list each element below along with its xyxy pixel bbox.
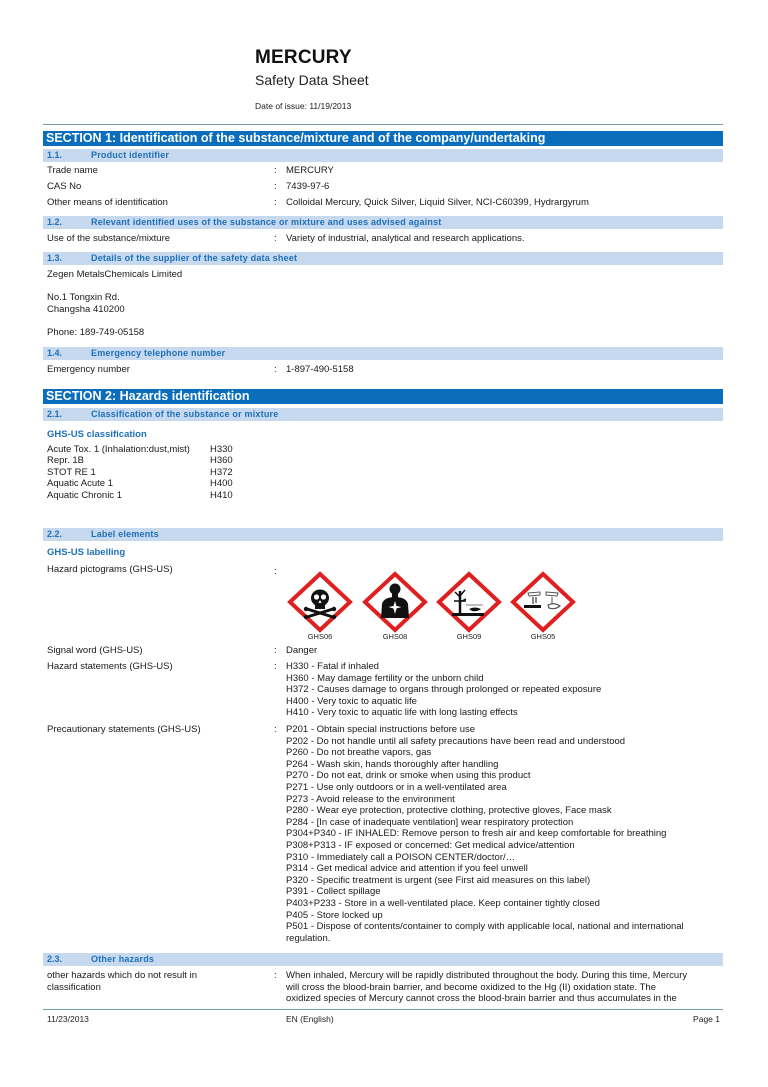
colon: :	[274, 724, 277, 735]
subsection-number: 2.1.	[47, 409, 63, 419]
corrosion-icon	[510, 571, 576, 633]
trade-name-value: MERCURY	[286, 165, 334, 176]
classification-code: H400	[210, 478, 233, 489]
classification-name: Acute Tox. 1 (Inhalation:dust,mist)	[47, 444, 190, 455]
other-hazards-text	[286, 970, 687, 1005]
precautionary-statement: regulation.	[286, 932, 331, 944]
classification-name: STOT RE 1	[47, 467, 96, 478]
supplier-address-line-2: Changsha 410200	[47, 304, 125, 315]
subsection-1-3-heading	[43, 252, 723, 265]
supplier-address-line-1: No.1 Tongxin Rd.	[47, 292, 120, 303]
other-identification-label: Other means of identification	[47, 197, 168, 208]
precautionary-statement: P501 - Dispose of contents/container to comply with applicable local, national and international	[286, 921, 684, 933]
subsection-label: Classification of the substance or mixture	[91, 409, 279, 419]
subsection-number: 1.1.	[47, 150, 63, 160]
use-label: Use of the substance/mixture	[47, 233, 171, 244]
subsection-2-1-heading	[43, 408, 723, 421]
other-hazards-label-line: other hazards which do not result in	[47, 970, 197, 981]
subsection-number: 1.3.	[47, 253, 63, 263]
precautionary-statement: P260 - Do not breathe vapors, gas	[286, 747, 432, 759]
signal-word-value: Danger	[286, 645, 318, 656]
other-hazards-line: When inhaled, Mercury will be rapidly distributed throughout the body. During this time, Mercury	[286, 970, 688, 981]
cas-no-value: 7439-97-6	[286, 181, 330, 192]
subsection-1-1-heading	[43, 149, 723, 162]
other-hazards-line: oxidized species of Mercury cannot cross the blood-brain barrier and thus accumulates in the	[286, 993, 677, 1005]
other-hazards-label-line: classification	[47, 981, 101, 993]
precautionary-statement: P403+P233 - Store in a well-ventilated place. Keep container tightly closed	[286, 897, 600, 909]
precautionary-statement: P405 - Store locked up	[286, 909, 383, 921]
classification-name: Aquatic Chronic 1	[47, 490, 122, 501]
emergency-number-value: 1-897-490-5158	[286, 364, 354, 375]
other-identification-value: Colloidal Mercury, Quick Silver, Liquid Silver, NCI-C60399, Hydrargyrum	[286, 197, 589, 208]
ghs-classification-heading: GHS-US classification	[47, 429, 147, 440]
hazard-statement: H372 - Causes damage to organs through prolonged or repeated exposure	[286, 684, 602, 696]
colon: :	[274, 233, 277, 244]
subsection-label: Other hazards	[91, 954, 155, 964]
precautionary-statement: P320 - Specific treatment is urgent (see First aid measures on this label)	[286, 874, 591, 886]
precautionary-statement: P310 - Immediately call a POISON CENTER/doctor/…	[286, 851, 516, 863]
subsection-1-2-heading	[43, 216, 723, 229]
hazard-statements-list	[286, 661, 601, 719]
subsection-number: 1.2.	[47, 217, 63, 227]
classification-code: H410	[210, 490, 233, 501]
subsection-2-3-heading	[43, 953, 723, 966]
colon: :	[274, 970, 277, 981]
footer-date: 11/23/2013	[47, 1014, 89, 1024]
pictogram-code: GHS08	[382, 632, 408, 641]
precautionary-statement: P270 - Do not eat, drink or smoke when using this product	[286, 770, 531, 782]
document-title: MERCURY	[255, 47, 352, 68]
precautionary-statement: P202 - Do not handle until all safety precautions have been read and understood	[286, 735, 626, 747]
precautionary-statements-label: Precautionary statements (GHS-US)	[47, 724, 201, 735]
classification-name: Aquatic Acute 1	[47, 478, 114, 489]
classification-code: H360	[210, 455, 233, 466]
other-hazards-label	[47, 970, 197, 993]
supplier-phone: Phone: 189-749-05158	[47, 327, 145, 338]
section-2-heading: SECTION 2: Hazards identification	[43, 389, 723, 404]
precautionary-statement: P314 - Get medical advice and attention if you feel unwell	[286, 863, 528, 875]
footer-divider	[43, 1009, 723, 1010]
colon: :	[274, 645, 277, 656]
colon: :	[274, 165, 277, 176]
precautionary-statement: P264 - Wash skin, hands thoroughly after handling	[286, 758, 499, 770]
classification-name: Repr. 1B	[47, 455, 84, 466]
subsection-label: Relevant identified uses of the substance or mixture and uses advised against	[91, 217, 442, 227]
precautionary-statement: P271 - Use only outdoors or in a well-ventilated area	[286, 781, 507, 793]
colon: :	[274, 566, 277, 577]
precautionary-statement: P201 - Obtain special instructions before use	[286, 724, 476, 735]
colon: :	[274, 197, 277, 208]
subsection-label: Label elements	[91, 529, 159, 539]
use-value: Variety of industrial, analytical and research applications.	[286, 233, 525, 244]
subsection-label: Details of the supplier of the safety data sheet	[91, 253, 298, 263]
precautionary-statement: P308+P313 - IF exposed or concerned: Get medical advice/attention	[286, 839, 575, 851]
header-divider	[43, 124, 723, 125]
footer-page-number: Page 1	[693, 1014, 720, 1024]
cas-no-label: CAS No	[47, 181, 82, 192]
hazard-statements-label: Hazard statements (GHS-US)	[47, 661, 173, 672]
health-hazard-icon	[362, 571, 428, 633]
date-of-issue: Date of issue: 11/19/2013	[255, 101, 352, 111]
precautionary-statement: P284 - [In case of inadequate ventilation] wear respiratory protection	[286, 816, 574, 828]
subsection-number: 2.3.	[47, 954, 63, 964]
precautionary-statement: P304+P340 - IF INHALED: Remove person to fresh air and keep comfortable for breathing	[286, 828, 667, 840]
precautionary-statements-list	[286, 724, 684, 944]
document-subtitle: Safety Data Sheet	[255, 72, 369, 88]
pictogram-code: GHS06	[307, 632, 333, 641]
colon: :	[274, 661, 277, 672]
classification-code: H372	[210, 467, 233, 478]
colon: :	[274, 181, 277, 192]
hazard-statement: H360 - May damage fertility or the unborn child	[286, 672, 484, 684]
subsection-2-2-heading	[43, 528, 723, 541]
subsection-number: 2.2.	[47, 529, 63, 539]
environment-icon	[436, 571, 502, 633]
pictogram-code: GHS09	[456, 632, 482, 641]
precautionary-statement: P273 - Avoid release to the environment	[286, 793, 455, 805]
trade-name-label: Trade name	[47, 165, 98, 176]
hazard-statement: H330 - Fatal if inhaled	[286, 661, 379, 672]
signal-word-label: Signal word (GHS-US)	[47, 645, 143, 656]
ghs-labelling-heading: GHS-US labelling	[47, 547, 126, 558]
hazard-pictograms-label: Hazard pictograms (GHS-US)	[47, 564, 173, 575]
pictogram-code: GHS05	[530, 632, 556, 641]
subsection-1-4-heading	[43, 347, 723, 360]
precautionary-statement: P391 - Collect spillage	[286, 886, 381, 898]
supplier-company: Zegen MetalsChemicals Limited	[47, 269, 183, 280]
skull-crossbones-icon	[287, 571, 353, 633]
hazard-statement: H410 - Very toxic to aquatic life with long lasting effects	[286, 707, 518, 719]
subsection-label: Product identifier	[91, 150, 170, 160]
footer-language: EN (English)	[286, 1014, 334, 1024]
emergency-number-label: Emergency number	[47, 364, 130, 375]
section-1-heading: SECTION 1: Identification of the substance/mixture and of the company/undertaking	[43, 131, 723, 146]
other-hazards-line: will cross the blood-brain barrier, and become oxidized to the Hg (II) oxidation state. The	[286, 981, 656, 993]
precautionary-statement: P280 - Wear eye protection, protective clothing, protective gloves, Face mask	[286, 805, 612, 817]
colon: :	[274, 364, 277, 375]
classification-code: H330	[210, 444, 233, 455]
subsection-number: 1.4.	[47, 348, 63, 358]
hazard-statement: H400 - Very toxic to aquatic life	[286, 695, 417, 707]
subsection-label: Emergency telephone number	[91, 348, 226, 358]
